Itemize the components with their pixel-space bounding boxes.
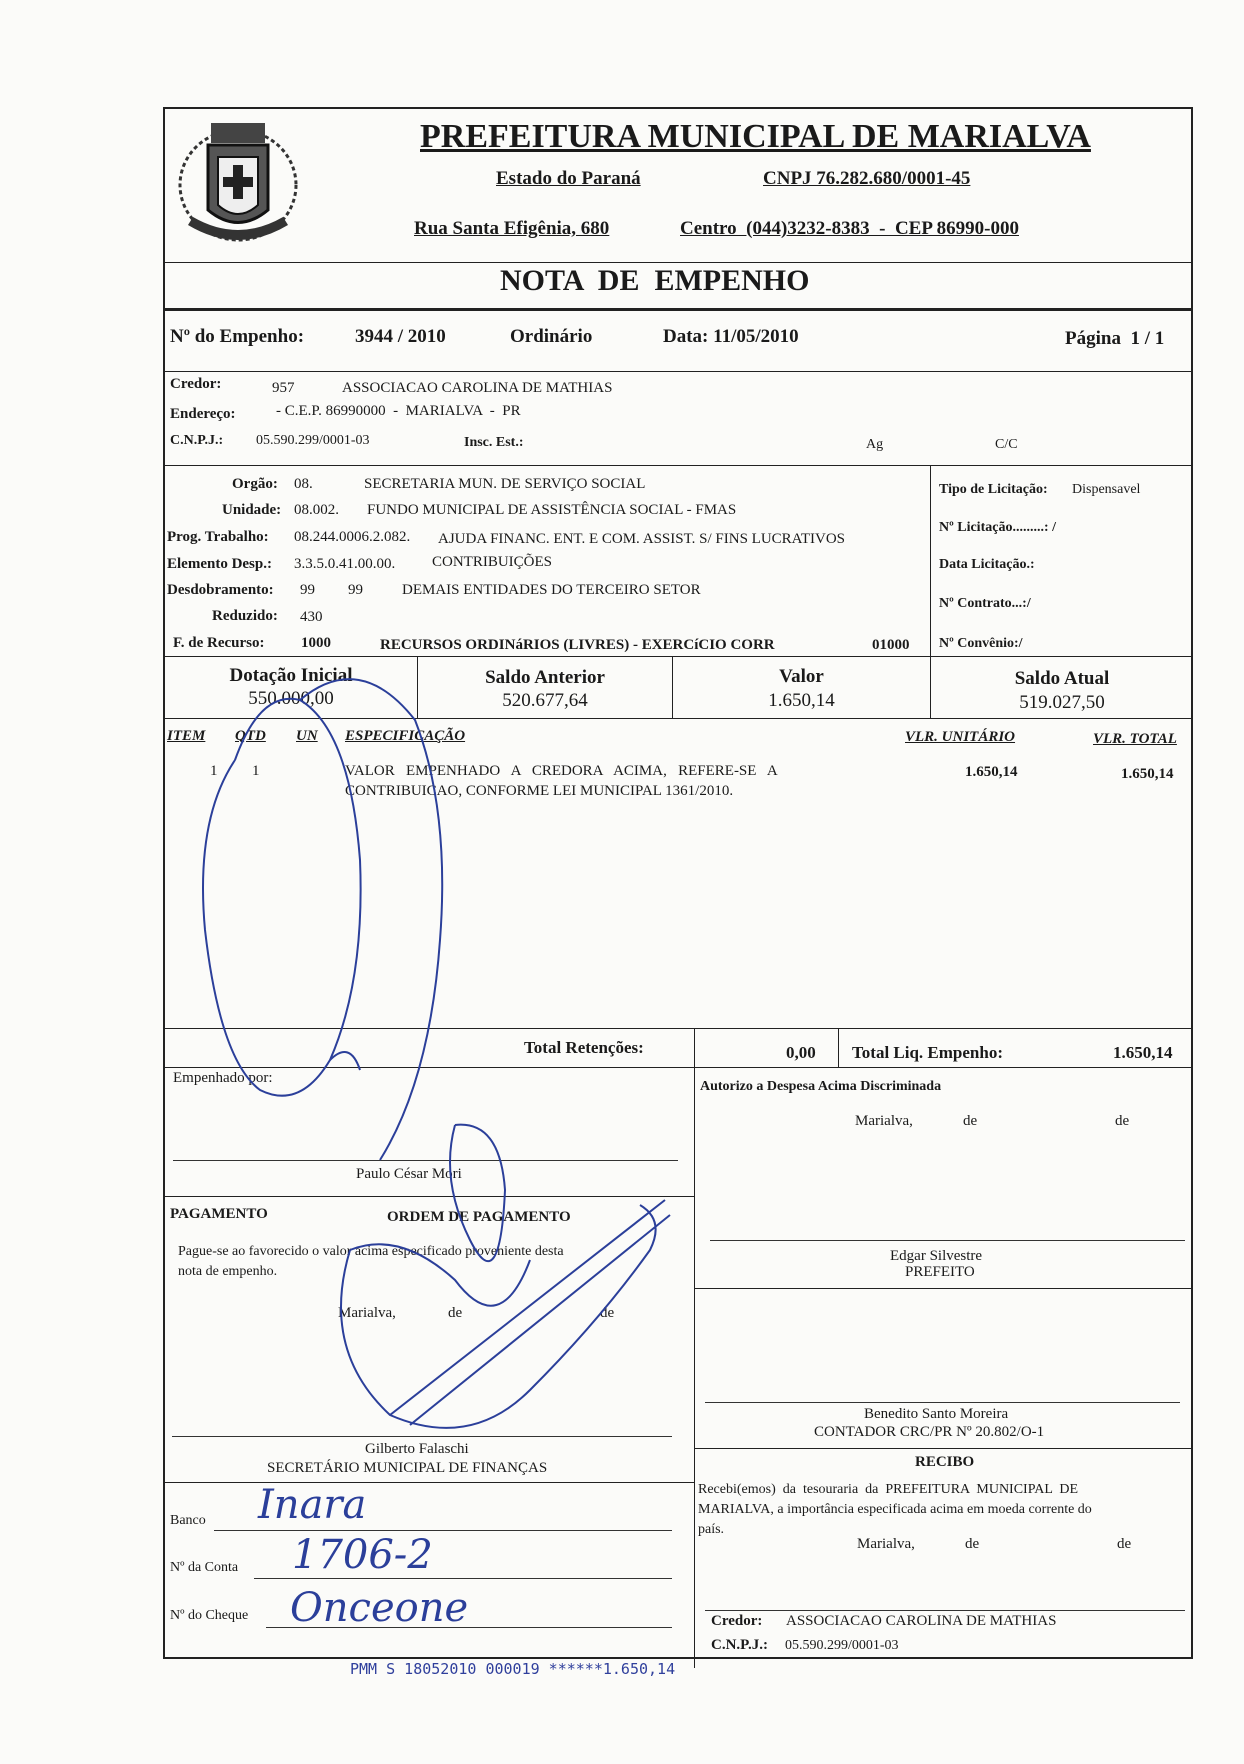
row-vlr-total: 1.650,14 xyxy=(1121,766,1174,782)
conta-handwriting: 1706-2 xyxy=(292,1532,433,1578)
row-qtd: 1 xyxy=(252,763,260,779)
valor-label: Valor xyxy=(779,666,824,687)
prog-code: 08.244.0006.2.082. xyxy=(294,529,411,545)
orgao-label: Orgão: xyxy=(232,476,278,492)
banco-handwriting: Inara xyxy=(258,1482,367,1528)
recibo-text2: MARIALVA, a importância especificada acima em moeda corrente do xyxy=(698,1502,1092,1517)
dotacao-value: 550.000,00 xyxy=(248,688,334,709)
saldo-atual-value: 519.027,50 xyxy=(1019,692,1105,713)
street-address: Rua Santa Efigênia, 680 xyxy=(414,218,610,239)
valor-value: 1.650,14 xyxy=(768,690,835,711)
recurso-desc: RECURSOS ORDINáRIOS (LIVRES) - EXERCíCIO CORR xyxy=(380,637,775,653)
ordem-pagamento-label: ORDEM DE PAGAMENTO xyxy=(387,1209,571,1225)
recibo-cnpj-label: C.N.P.J.: xyxy=(711,1637,768,1653)
row-esp-line2: CONTRIBUICAO, CONFORME LEI MUNICIPAL 1361/2010. xyxy=(345,783,734,799)
col-item: ITEM xyxy=(167,728,206,744)
desd-label: Desdobramento: xyxy=(167,582,274,598)
saldo-anterior-label: Saldo Anterior xyxy=(485,667,605,688)
prog-desc: AJUDA FINANC. ENT. E COM. ASSIST. S/ FINS LUCRATIVOS xyxy=(438,531,845,547)
ag-label: Ag xyxy=(866,437,884,452)
prefeito-name: Edgar Silvestre xyxy=(890,1248,983,1264)
saldo-anterior-value: 520.677,64 xyxy=(502,690,588,711)
recibo-cnpj: 05.590.299/0001-03 xyxy=(785,1638,899,1653)
tipo-licitacao: Dispensavel xyxy=(1072,482,1141,497)
recibo-credor-label: Credor: xyxy=(711,1613,763,1629)
convenio-label: Nº Convênio:/ xyxy=(939,636,1023,651)
cc-label: C/C xyxy=(995,437,1018,452)
elem-code: 3.3.5.0.41.00.00. xyxy=(294,556,396,572)
conta-label: Nº da Conta xyxy=(170,1560,239,1575)
credor-name: ASSOCIACAO CAROLINA DE MATHIAS xyxy=(342,380,613,396)
recibo-text1: Recebi(emos) da tesouraria da PREFEITURA MUNICIPAL DE xyxy=(698,1482,1079,1497)
pagamento-city: Marialva, xyxy=(338,1305,396,1321)
contact-info: Centro (044)3232-8383 - CEP 86990-000 xyxy=(680,218,1019,239)
elem-desc: CONTRIBUIÇÕES xyxy=(432,554,553,570)
row-vlr-unitario: 1.650,14 xyxy=(965,764,1018,780)
reduzido-code: 430 xyxy=(300,609,323,625)
desd-code1: 99 xyxy=(300,582,315,598)
reduzido-label: Reduzido: xyxy=(212,608,278,624)
tipo-licitacao-label: Tipo de Licitação: xyxy=(939,482,1048,497)
recibo-credor: ASSOCIACAO CAROLINA DE MATHIAS xyxy=(786,1613,1057,1629)
credor-cnpj: 05.590.299/0001-03 xyxy=(256,433,370,448)
address: - C.E.P. 86990000 - MARIALVA - PR xyxy=(276,403,521,419)
cnpj-header: CNPJ 76.282.680/0001-45 xyxy=(763,168,971,189)
prefeito-role: PREFEITO xyxy=(905,1264,975,1280)
total-liq-label: Total Liq. Empenho: xyxy=(852,1043,1003,1062)
credor-code: 957 xyxy=(272,380,295,396)
num-licitacao-label: Nº Licitação.........: / xyxy=(939,520,1056,535)
autorizo-label: Autorizo a Despesa Acima Discriminada xyxy=(700,1079,942,1094)
elem-label: Elemento Desp.: xyxy=(167,556,272,572)
prefeitura-title: PREFEITURA MUNICIPAL DE MARIALVA xyxy=(420,118,1091,155)
secretario-name: Gilberto Falaschi xyxy=(365,1441,469,1457)
recibo-text3: país. xyxy=(698,1522,725,1537)
orgao-desc: SECRETARIA MUN. DE SERVIÇO SOCIAL xyxy=(364,476,646,492)
credor-label: Credor: xyxy=(170,376,222,392)
empenho-number-label: Nº do Empenho: xyxy=(170,326,305,347)
empenhado-label: Empenhado por: xyxy=(173,1070,273,1086)
row-esp-line1: VALOR EMPENHADO A CREDORA ACIMA, REFERE-SE A xyxy=(345,763,778,779)
pagamento-de1: de xyxy=(448,1305,463,1321)
col-qtd: QTD xyxy=(235,728,266,744)
recibo-city: Marialva, xyxy=(857,1536,915,1552)
insc-est-label: Insc. Est.: xyxy=(464,435,524,450)
contrato-label: Nº Contrato...:/ xyxy=(939,596,1031,611)
payment-stamp: PMM S 18052010 000019 ******1.650,14 xyxy=(350,1660,676,1678)
empenho-date: Data: 11/05/2010 xyxy=(663,326,799,347)
recurso-label: F. de Recurso: xyxy=(173,635,265,651)
recibo-de2: de xyxy=(1117,1536,1132,1552)
pagamento-de2: de xyxy=(600,1305,615,1321)
empenho-type: Ordinário xyxy=(510,326,593,347)
retencoes-value: 0,00 xyxy=(786,1043,816,1062)
contador-name: Benedito Santo Moreira xyxy=(864,1406,1009,1422)
autorizo-de2: de xyxy=(1115,1113,1130,1129)
unidade-desc: FUNDO MUNICIPAL DE ASSISTÊNCIA SOCIAL - FMAS xyxy=(367,502,737,518)
col-un: UN xyxy=(296,728,318,744)
col-vlr-total: VLR. TOTAL xyxy=(1093,731,1177,747)
recibo-label: RECIBO xyxy=(915,1454,975,1470)
state-name: Estado do Paraná xyxy=(496,168,641,189)
pagamento-text1: Pague-se ao favorecido o valor acima especificado proveniente desta xyxy=(178,1244,564,1259)
unidade-code: 08.002. xyxy=(294,502,339,518)
cheque-label: Nº do Cheque xyxy=(170,1608,249,1623)
autorizo-de1: de xyxy=(963,1113,978,1129)
doc-title: NOTA DE EMPENHO xyxy=(500,264,810,297)
page-number: Página 1 / 1 xyxy=(1065,328,1165,349)
secretario-role: SECRETÁRIO MUNICIPAL DE FINANÇAS xyxy=(267,1460,548,1476)
row-item: 1 xyxy=(210,763,218,779)
recurso-code: 1000 xyxy=(301,635,331,651)
pagamento-text2: nota de empenho. xyxy=(178,1264,278,1279)
banco-label: Banco xyxy=(170,1513,206,1528)
contador-role: CONTADOR CRC/PR Nº 20.802/O-1 xyxy=(814,1424,1045,1440)
saldo-atual-label: Saldo Atual xyxy=(1014,668,1110,689)
cnpj-label: C.N.P.J.: xyxy=(170,433,224,448)
desd-code2: 99 xyxy=(348,582,363,598)
recibo-de1: de xyxy=(965,1536,980,1552)
address-label: Endereço: xyxy=(170,406,236,422)
col-especificacao: ESPECIFICAÇÃO xyxy=(345,728,466,744)
data-licitacao-label: Data Licitação.: xyxy=(939,557,1035,572)
autorizo-city: Marialva, xyxy=(855,1113,913,1129)
retencoes-label: Total Retenções: xyxy=(524,1038,644,1057)
cheque-handwriting: Onceone xyxy=(290,1585,469,1631)
orgao-code: 08. xyxy=(294,476,313,492)
recurso-code2: 01000 xyxy=(872,637,910,653)
pagamento-label: PAGAMENTO xyxy=(170,1206,268,1222)
total-liq-value: 1.650,14 xyxy=(1113,1043,1173,1062)
unidade-label: Unidade: xyxy=(222,502,282,518)
prog-label: Prog. Trabalho: xyxy=(167,529,269,545)
col-vlr-unitario: VLR. UNITÁRIO xyxy=(905,729,1016,745)
desd-desc: DEMAIS ENTIDADES DO TERCEIRO SETOR xyxy=(402,582,701,598)
dotacao-label: Dotação Inicial xyxy=(229,665,353,686)
empenho-number: 3944 / 2010 xyxy=(355,326,446,347)
empenhado-name: Paulo César Mori xyxy=(356,1166,462,1182)
